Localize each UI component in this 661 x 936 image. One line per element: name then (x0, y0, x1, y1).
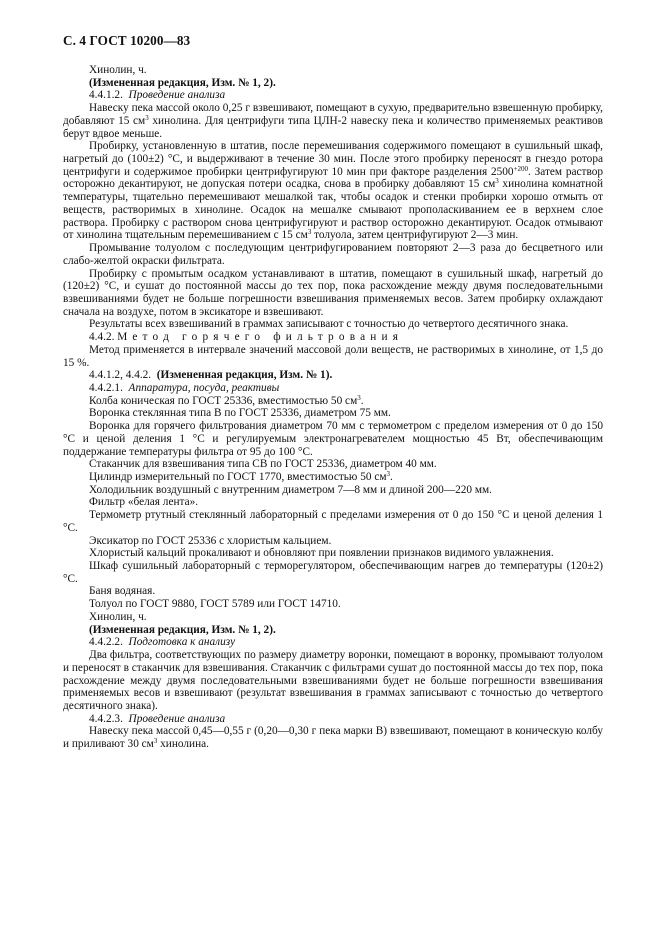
paragraph-toluene-wash: Промывание толуолом с последующим центрифугированием повторяют 2—3 раза до бесцветного или слабо-желтой окраски фильтрата. (63, 242, 603, 267)
superscript: 3 (153, 737, 158, 746)
section-number: 4.4.2.3. (89, 712, 123, 725)
amendment-text: (Измененная редакция, Изм. № 1). (156, 369, 333, 382)
section-number: 4.4.1.2. (89, 89, 123, 102)
text-run: . (360, 394, 364, 407)
section-number: 4.4.2. (89, 331, 115, 344)
list-item-toluene: Толуол по ГОСТ 9880, ГОСТ 5789 или ГОСТ 14710. (89, 598, 341, 611)
text-run: . (389, 471, 393, 483)
paragraph-sample-weighing (63, 102, 603, 140)
list-item-filter: Фильтр «белая лента». (89, 496, 199, 509)
superscript: 3 (357, 393, 361, 402)
paragraph-drying: Пробирку с промытым осадком устанавливают в штатив, помещают в сушильный шкаф, нагретый до (120±2) °С, и сушат до постоянной массы до тех пор, пока расхождение между двумя последовательными взвешиваниями будет не больше погрешности взвешивания применяемых весов. Затем пробирку охлаждают сначала на воздухе, потом в эксикаторе и взвешивают. (63, 267, 603, 318)
text-run: Пробирку, установленную в штатив, после перемешивания содержимого помещают в сушильный шкаф, нагретый до (100±2) °С, и выдерживают в течение 30 мин. После этого пробирку переносят в гнездо ротора центрифуги и содержимое пробирки центрифугируют 10 мин при факторе разделения 2500 (63, 140, 603, 178)
paragraph-centrifuge-procedure (63, 140, 603, 242)
paragraph-filter-preparation: Два фильтра, соответствующих по размеру диаметру воронки, помещают в воронку, промывают толуолом и переносят в стаканчик для взвешивания. Стаканчик с фильтрами сушат до постоянной массы до тех пор, пока расхождение между двумя последовательными взвешиваниями будет не больше погрешности взвешивания применяемых весов и взвешивают (результат взвешивания в граммах записывают с точностью до четвертого десятичного знака). (63, 649, 603, 712)
document-body (63, 64, 603, 751)
list-item-flask (63, 395, 603, 408)
section-number: 4.4.2.1. (89, 381, 123, 394)
paragraph-method-range: Метод применяется в интервале значений массовой доли веществ, не растворимых в хинолине, от 1,5 до 15 %. (63, 343, 603, 369)
text-run: Навеску пека массой 0,45—0,55 г (0,20—0,30 г пека марки В) взвешивают, помещают в коническую колбу и приливают 30 см (63, 725, 603, 751)
list-item-drying-oven: Шкаф сушильный лабораторный с терморегулятором, обеспечивающим нагрев до температуры (120±2) °С. (63, 560, 603, 585)
list-item-cylinder (63, 471, 603, 484)
text-run: толуола, затем центрифугируют 2—3 мин. (311, 229, 519, 242)
text-run: хинолина. (157, 738, 209, 751)
list-item-condenser: Холодильник воздушный с внутренним диаметром 7—8 мм и длиной 200—220 мм. (89, 483, 493, 496)
section-heading-4-4-2-2 (63, 636, 603, 649)
text-run: хинолина комнатной температуры, тщательно перемешивают мешалкой так, чтобы осадок и стенки пробирки хорошо отмыть от веществ, растворимых в хинолине. Осадок на мешалке смывают прополаскиванием ее в верхнем слое раствора. Пробирку с раствором снова центрифугируют и раствор осторожно декантируют. Осадок отмывают от хинолина тщательным перемешиванием с 15 см (63, 178, 603, 242)
paragraph-hot-filtration-sample (63, 725, 603, 750)
section-number: 4.4.2.2. (89, 636, 123, 649)
section-heading-4-4-2-1 (63, 382, 603, 395)
list-item-quinoline: Хинолин, ч. (89, 610, 147, 623)
amendment-note (63, 369, 603, 382)
list-item-funnel: Воронка стеклянная типа В по ГОСТ 25336, диаметром 75 мм. (89, 407, 391, 420)
section-title: Аппаратура, посуда, реактивы (128, 381, 280, 394)
section-title: Проведение анализа (128, 89, 226, 102)
text-run: . Затем раствор осторожно декантируют, не допуская потери осадка, снова в пробирку добавляют 15 см (63, 165, 603, 191)
list-item-thermometer: Термометр ртутный стеклянный лабораторный с пределами измерения от 0 до 150 °С и ценой деления 1 °С. (63, 509, 603, 534)
text-run: Колба коническая по ГОСТ 25336, вместимостью 50 см (89, 394, 358, 407)
section-title: Проведение анализа (128, 712, 226, 725)
page-header: С. 4 ГОСТ 10200—83 (63, 33, 191, 48)
paragraph-weighing-precision: Результаты всех взвешиваний в граммах записывают с точностью до четвертого десятичного знака. (89, 318, 569, 331)
section-heading-4-4-2 (63, 331, 603, 344)
section-number: 4.4.1.2, 4.4.2. (89, 369, 152, 382)
superscript: 3 (307, 228, 312, 237)
list-item-water-bath: Баня водяная. (89, 585, 156, 598)
section-title: Подготовка к анализу (128, 636, 236, 649)
amendment-note: (Измененная редакция, Изм. № 1, 2). (89, 623, 276, 636)
paragraph-quinoline: Хинолин, ч. (89, 64, 147, 76)
list-item-hot-funnel: Воронка для горячего фильтрования диаметром 70 мм с термометром с пределом измерения от 0 до 150 °С и ценой деления 1 °С и регулируемым электронагревателем мощностью 45 Вт, обеспечивающим поддержание температуры фильтра от 95 до 100 °С. (63, 420, 603, 458)
superscript: 3 (386, 470, 390, 478)
superscript: 3 (145, 113, 149, 122)
list-item-desiccator: Эксикатор по ГОСТ 25336 с хлористым кальцием. (89, 534, 332, 547)
text-run: хинолина. Для центрифуги типа ЦЛН-2 навеску пека и количество применяемых реактивов берут вдвое меньше. (63, 114, 603, 140)
text-run: Цилиндр измерительный по ГОСТ 1770, вместимостью 50 см (89, 471, 387, 483)
section-heading-4-4-2-3 (63, 713, 603, 726)
section-title: Метод горячего фильтрования (117, 331, 404, 344)
section-heading-4-4-1-2 (63, 89, 603, 102)
paragraph-calcium-chloride: Хлористый кальций прокаливают и обновляют при появлении признаков видимого увлажнения. (89, 547, 554, 560)
superscript: +200 (513, 164, 529, 173)
text-run: Навеску пека массой около 0,25 г взвешивают, помещают в сухую, предварительно взвешенную пробирку, добавляют 15 см (63, 102, 603, 127)
list-item-weighing-cup: Стаканчик для взвешивания типа СВ по ГОСТ 25336, диаметром 40 мм. (89, 458, 437, 471)
superscript: 3 (495, 177, 499, 186)
amendment-note: (Измененная редакция, Изм. № 1, 2). (89, 76, 276, 89)
